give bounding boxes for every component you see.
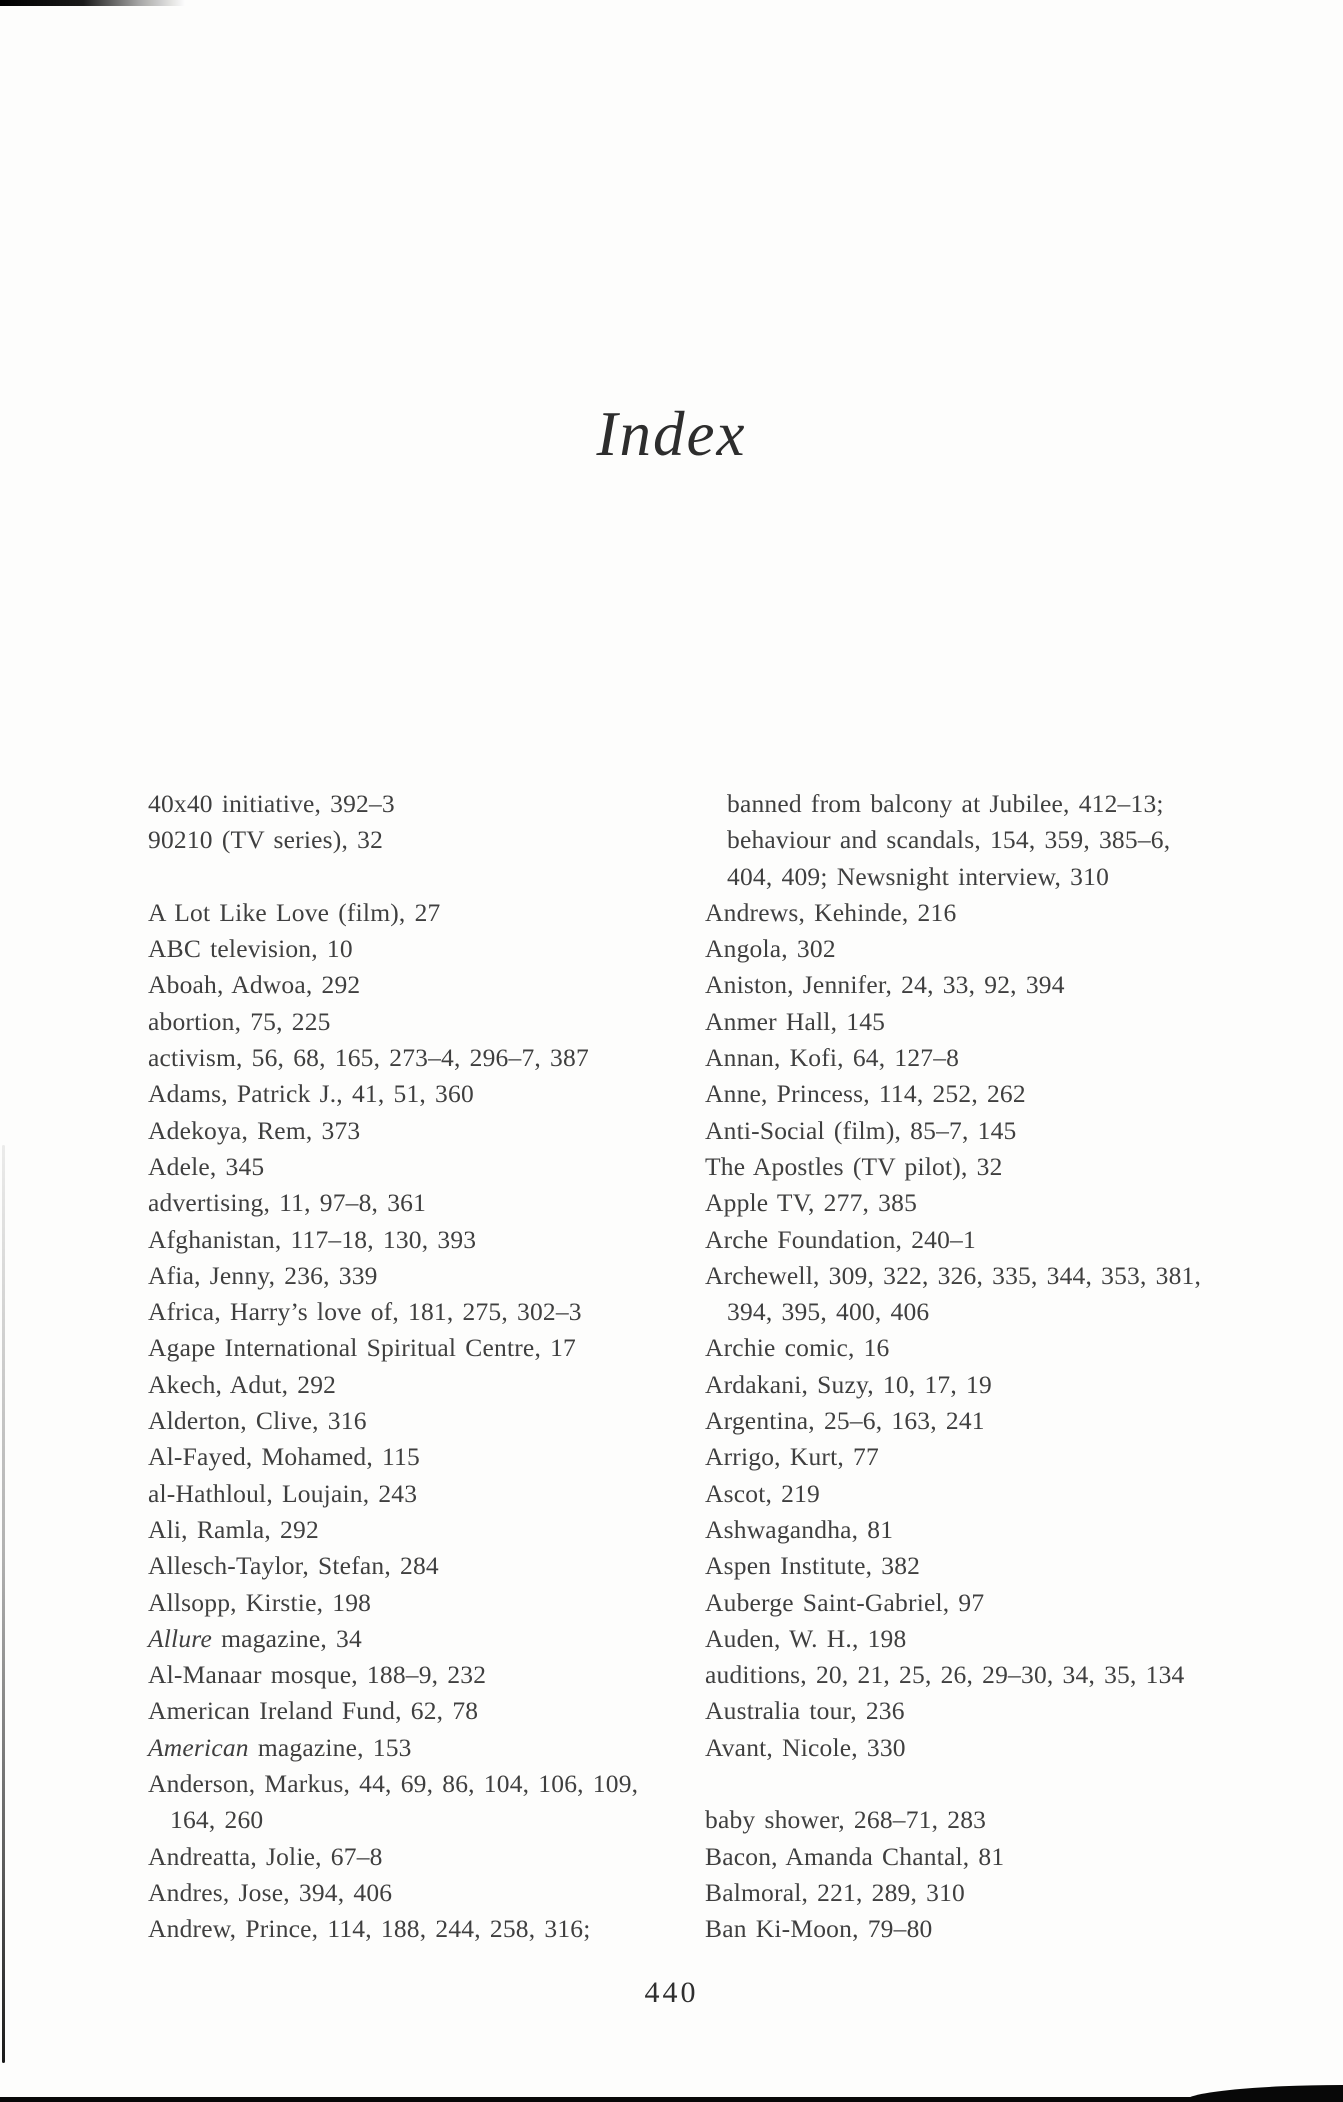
index-entry	[148, 1040, 705, 1076]
index-entry-text: Ashwagandha, 81	[705, 1514, 894, 1544]
index-entry-text: Andres, Jose, 394, 406	[148, 1877, 393, 1907]
index-entry	[148, 1258, 705, 1294]
index-entry-text: Ban Ki-Moon, 79–80	[705, 1914, 933, 1944]
index-entry-text: Archewell, 309, 322, 326, 335, 344, 353, 381,	[705, 1260, 1202, 1290]
index-entry	[148, 822, 705, 858]
index-entry	[705, 967, 1303, 1003]
page-title: Index	[596, 399, 747, 469]
index-entry-text: Arche Foundation, 240–1	[705, 1224, 976, 1254]
index-entry-text: Andrew, Prince, 114, 188, 244, 258, 316;	[148, 1914, 591, 1944]
index-entry-text: 404, 409; Newsnight interview, 310	[727, 861, 1110, 891]
index-entry-text: Anderson, Markus, 44, 69, 86, 104, 106, 109,	[148, 1769, 639, 1799]
index-entry-text: behaviour and scandals, 154, 359, 385–6,	[727, 825, 1171, 855]
index-entry	[705, 1076, 1303, 1112]
index-entry	[705, 1512, 1303, 1548]
index-entry	[705, 931, 1303, 967]
index-entry-text: Agape International Spiritual Centre, 17	[148, 1333, 577, 1363]
index-entry	[705, 1548, 1303, 1584]
index-entry	[148, 1802, 705, 1838]
index-entry-text: Adekoya, Rem, 373	[148, 1115, 361, 1145]
index-entry	[148, 1512, 705, 1548]
index-entry	[705, 1693, 1303, 1729]
index-entry-text: 90210 (TV series), 32	[148, 825, 384, 855]
index-entry-text: A Lot Like Love (film), 27	[148, 897, 441, 927]
scan-artifact-bottom-right-corner	[1183, 2085, 1343, 2102]
index-entry	[705, 1040, 1303, 1076]
index-entry-text: Al-Fayed, Mohamed, 115	[148, 1442, 420, 1472]
index-entry	[148, 1185, 705, 1221]
index-entry	[148, 1476, 705, 1512]
scan-artifact-bottom-edge	[0, 2097, 1343, 2102]
index-entry	[148, 967, 705, 1003]
index-entry	[148, 1693, 705, 1729]
index-entry	[705, 1839, 1303, 1875]
index-entry	[705, 1258, 1303, 1294]
index-entry-text: Allure	[148, 1623, 212, 1653]
index-entry	[148, 786, 705, 822]
index-entry	[148, 1076, 705, 1112]
index-entry	[148, 1367, 705, 1403]
index-entry-text: 40x40 initiative, 392–3	[148, 789, 395, 818]
page-number: 440	[644, 1976, 699, 2009]
index-entry-text: Afghanistan, 117–18, 130, 393	[148, 1224, 477, 1254]
index-entry-text: Angola, 302	[705, 934, 836, 964]
index-entry	[705, 1439, 1303, 1475]
index-entry	[705, 1294, 1303, 1330]
index-entry-text: Akech, Adut, 292	[148, 1369, 337, 1399]
index-entry	[705, 1113, 1303, 1149]
index-entry	[705, 1185, 1303, 1221]
index-entry-text: Ascot, 219	[705, 1478, 820, 1508]
index-entry	[705, 1476, 1303, 1512]
index-entry	[705, 1621, 1303, 1657]
index-entry-text: Auberge Saint-Gabriel, 97	[705, 1587, 985, 1617]
index-entry-text: The Apostles (TV pilot), 32	[705, 1151, 1003, 1181]
index-entry-text: Avant, Nicole, 330	[705, 1732, 906, 1762]
index-entry-text: Adams, Patrick J., 41, 51, 360	[148, 1079, 474, 1109]
index-entry	[705, 1330, 1303, 1366]
index-entry-text: Adele, 345	[148, 1151, 265, 1181]
index-entry-text: 164, 260	[170, 1805, 264, 1835]
index-entry-text: Arrigo, Kurt, 77	[705, 1442, 879, 1472]
index-entry	[705, 822, 1303, 858]
index-entry-text: magazine, 34	[212, 1623, 362, 1653]
index-entry-text: magazine, 153	[248, 1732, 412, 1762]
index-entry-text: ABC television, 10	[148, 934, 353, 964]
index-line-spacer	[148, 859, 705, 895]
index-entry	[705, 1730, 1303, 1766]
index-entry-text: Argentina, 25–6, 163, 241	[705, 1406, 985, 1436]
index-entry-text: Allesch-Taylor, Stefan, 284	[148, 1551, 439, 1581]
index-entry-text: Anne, Princess, 114, 252, 262	[705, 1079, 1026, 1109]
index-entry	[705, 1403, 1303, 1439]
index-entry	[148, 1004, 705, 1040]
index-entry-text: Alderton, Clive, 316	[148, 1406, 367, 1436]
index-entry	[148, 1766, 705, 1802]
scan-artifact-left-edge	[2, 1145, 5, 2063]
index-entry	[705, 1004, 1303, 1040]
index-entry-text: Andrews, Kehinde, 216	[705, 897, 957, 927]
index-entry	[705, 1149, 1303, 1185]
index-entry	[148, 1911, 705, 1947]
index-entry	[148, 1403, 705, 1439]
index-entry-text: Andreatta, Jolie, 67–8	[148, 1841, 383, 1871]
index-entry	[148, 895, 705, 931]
index-entry	[148, 931, 705, 967]
index-entry	[705, 1585, 1303, 1621]
index-entry-text: Africa, Harry’s love of, 181, 275, 302–3	[148, 1297, 582, 1327]
index-column-left	[148, 786, 705, 1948]
index-entry-text: Anmer Hall, 145	[705, 1006, 886, 1036]
index-entry-text: Archie comic, 16	[705, 1333, 890, 1363]
index-entry-text: advertising, 11, 97–8, 361	[148, 1188, 427, 1218]
index-entry-text: 394, 395, 400, 406	[727, 1297, 930, 1327]
index-entry-text: Anti-Social (film), 85–7, 145	[705, 1115, 1017, 1145]
index-entry	[148, 1548, 705, 1584]
index-entry-text: American Ireland Fund, 62, 78	[148, 1696, 479, 1726]
index-entry	[705, 1802, 1303, 1838]
index-entry	[148, 1657, 705, 1693]
index-entry	[705, 786, 1303, 822]
index-entry-text: Apple TV, 277, 385	[705, 1188, 918, 1218]
index-entry-text: activism, 56, 68, 165, 273–4, 296–7, 387	[148, 1043, 589, 1073]
index-entry-text: al-Hathloul, Loujain, 243	[148, 1478, 418, 1508]
index-entry	[705, 1911, 1303, 1947]
index-entry-text: banned from balcony at Jubilee, 412–13;	[727, 789, 1164, 818]
index-entry-text: Annan, Kofi, 64, 127–8	[705, 1043, 960, 1073]
index-entry-text: Aniston, Jennifer, 24, 33, 92, 394	[705, 970, 1065, 1000]
index-entry-text: Aboah, Adwoa, 292	[148, 970, 361, 1000]
index-entry-text: Australia tour, 236	[705, 1696, 905, 1726]
index-entry-text: baby shower, 268–71, 283	[705, 1805, 987, 1835]
index-entry	[148, 1294, 705, 1330]
index-entry-text: Ali, Ramla, 292	[148, 1514, 319, 1544]
index-entry-text: Allsopp, Kirstie, 198	[148, 1587, 372, 1617]
index-entry-text: Auden, W. H., 198	[705, 1623, 907, 1653]
index-entry	[148, 1621, 705, 1657]
index-entry	[148, 1330, 705, 1366]
index-line-spacer	[705, 1766, 1303, 1802]
index-entry	[705, 895, 1303, 931]
index-entry-text: American	[148, 1732, 249, 1762]
index-entry-text: auditions, 20, 21, 25, 26, 29–30, 34, 35, 134	[705, 1660, 1185, 1690]
scan-artifact-top-edge	[0, 0, 185, 6]
index-entry-text: Aspen Institute, 382	[705, 1551, 921, 1581]
index-entry	[705, 1222, 1303, 1258]
index-columns	[148, 786, 1303, 1948]
index-entry-text: Al-Manaar mosque, 188–9, 232	[148, 1660, 487, 1690]
index-entry	[148, 1113, 705, 1149]
index-entry	[705, 1657, 1303, 1693]
index-entry	[705, 859, 1303, 895]
index-entry	[148, 1585, 705, 1621]
index-entry-text: abortion, 75, 225	[148, 1006, 331, 1036]
index-entry	[148, 1730, 705, 1766]
index-entry-text: Balmoral, 221, 289, 310	[705, 1877, 965, 1907]
index-column-right	[705, 786, 1303, 1948]
index-entry	[148, 1875, 705, 1911]
index-entry	[705, 1875, 1303, 1911]
index-entry	[148, 1839, 705, 1875]
index-entry-text: Ardakani, Suzy, 10, 17, 19	[705, 1369, 992, 1399]
index-entry	[148, 1149, 705, 1185]
index-entry-text: Afia, Jenny, 236, 339	[148, 1260, 378, 1290]
index-entry	[705, 1367, 1303, 1403]
index-entry	[148, 1439, 705, 1475]
index-entry-text: Bacon, Amanda Chantal, 81	[705, 1841, 1005, 1871]
index-entry	[148, 1222, 705, 1258]
